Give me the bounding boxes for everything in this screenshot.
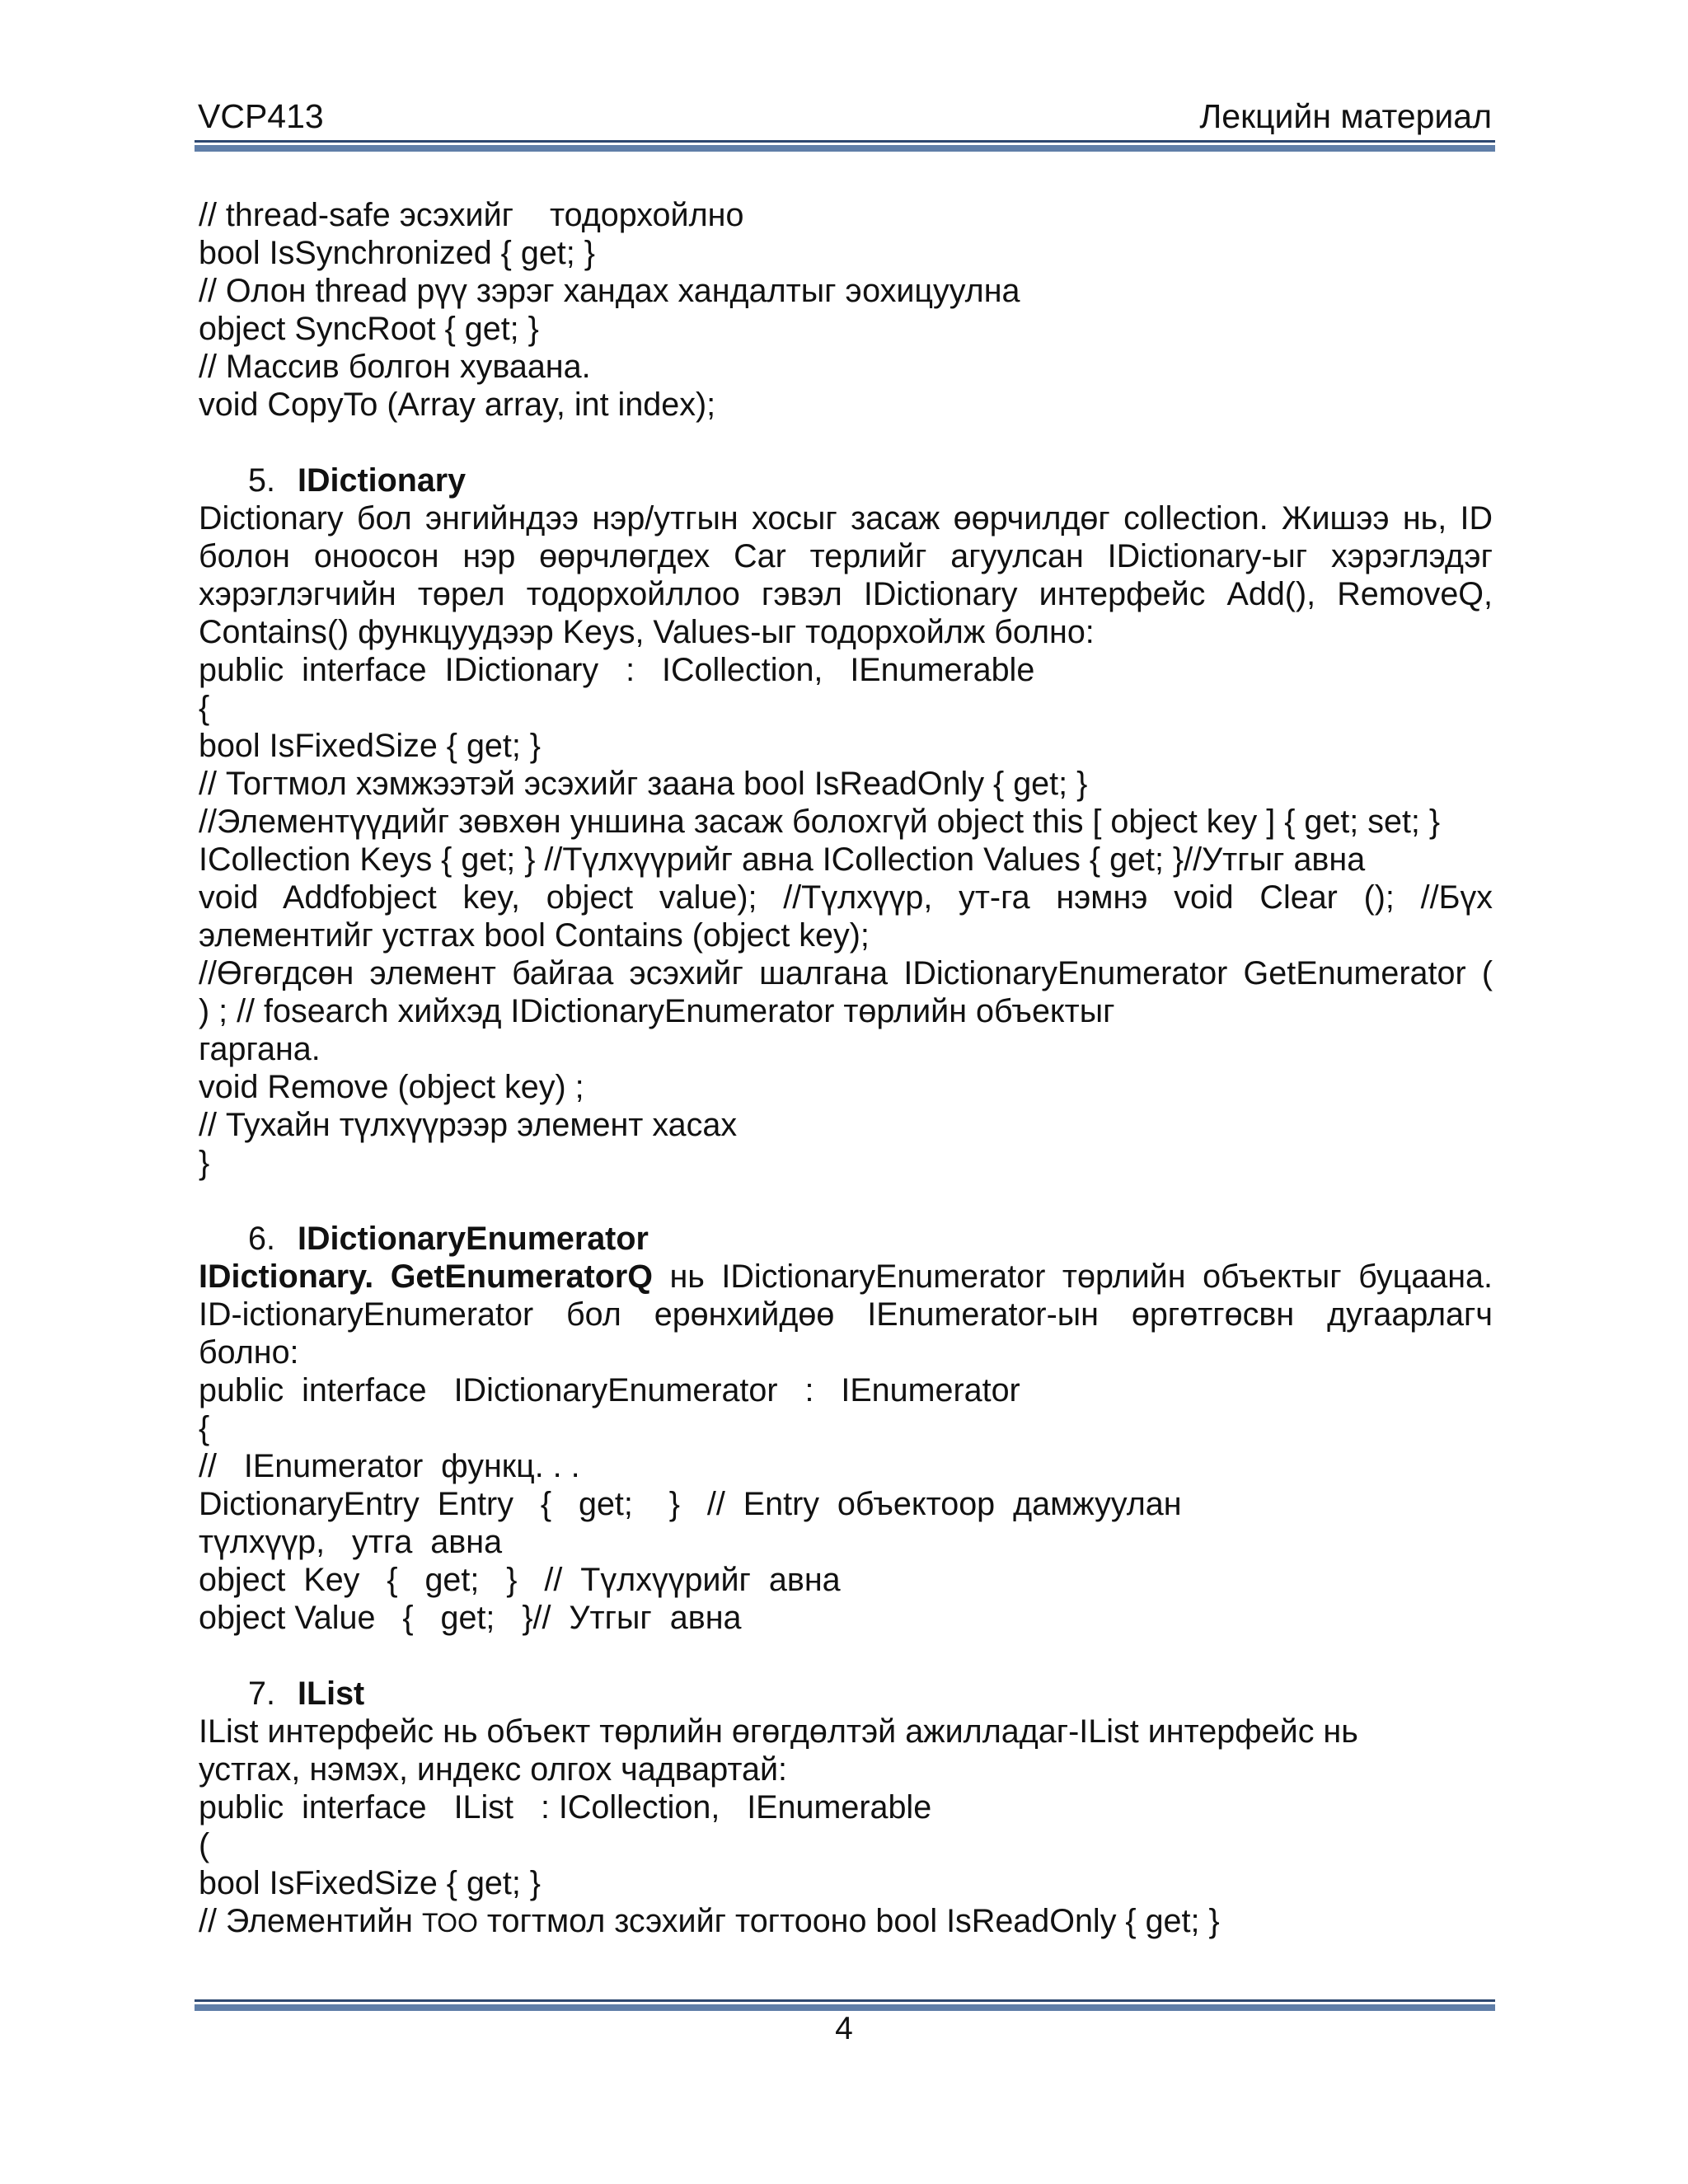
- code-line: // Олон thread рүү зэрэг хандах хандалтыг эохицуулна: [199, 273, 1020, 309]
- code-line: түлхүүр, утга авна: [199, 1524, 503, 1560]
- code-text: // Элементийн: [199, 1903, 422, 1939]
- code-line: object SyncRoot { get; }: [199, 311, 539, 347]
- footer-rule: [195, 1999, 1495, 2011]
- section-idictionaryenumerator: [199, 1220, 1493, 1637]
- code-line: void Remove (object key) ;: [199, 1069, 584, 1105]
- code-line: // Тухайн түлхүүрээр элемент хасах: [199, 1107, 738, 1143]
- code-line: //Элементүүдийг зөвхөн уншина засаж болохгүй object this [ object key ] { get; set; }: [199, 804, 1441, 840]
- code-line: object Key { get; } // Түлхүүрийг авна: [199, 1562, 841, 1598]
- code-line: bool IsSynchronized { get; }: [199, 235, 595, 271]
- code-text: тогтмол зсэхийг тогтооно bool IsReadOnly { get; }: [477, 1903, 1220, 1939]
- paragraph-line: IList интерфейс нь объект төрлийн өгөгдөлтэй ажилладаг-IList интерфейс нь: [199, 1713, 1358, 1750]
- code-line: void CopyTo (Array array, int index);: [199, 387, 716, 423]
- section-heading: [199, 1220, 1493, 1258]
- code-line: гаргана.: [199, 1031, 321, 1067]
- code-line: // Тогтмол хэмжээтэй эсэхийг заана bool IsReadOnly { get; }: [199, 766, 1088, 802]
- document-title: Лекцийн материал: [1199, 97, 1492, 135]
- section-title: IDictionaryEnumerator: [298, 1221, 649, 1257]
- paragraph-line: болно:: [199, 1334, 299, 1371]
- code-line: // thread-safe эсэхийг тодорхойлно: [199, 197, 744, 233]
- code-line: }: [199, 1145, 210, 1181]
- paragraph-line: болон оноосон нэр өөрчлөгдех Car терлийг агуулсан IDictionary-ыг хэрэглэдэг: [199, 538, 1493, 574]
- code-block-icollection: [199, 196, 1493, 424]
- code-line: public interface IDictionaryEnumerator : IEnumerator: [199, 1372, 1020, 1408]
- paragraph-text: нь IDictionaryEnumerator төрлийн объектыг буцаана.: [652, 1258, 1493, 1295]
- code-line: public interface IDictionary : ICollection, IEnumerable: [199, 652, 1035, 688]
- page-body: [199, 196, 1493, 1942]
- code-line: ICollection Keys { get; } //Түлхүүрийг авна ICollection Values { get; }//Утгыг авна: [199, 841, 1366, 878]
- code-line: object Value { get; }// Утгыг авна: [199, 1600, 742, 1636]
- paragraph-line: устгах, нэмэх, индекс олгох чадвартай:: [199, 1751, 788, 1788]
- header-rule: [195, 140, 1495, 152]
- code-line: ) ; // fosearch хийхэд IDictionaryEnumerator төрлийн объектыг: [199, 993, 1115, 1029]
- code-line: {: [199, 690, 210, 726]
- paragraph-line: хэрэглэгчийн төрел тодорхойллоо гэвэл IDictionary интерфейс Add(), RemoveQ,: [199, 576, 1493, 612]
- paragraph-line: Dictionary бол энгийндээ нэр/утгын хосыг засаж өөрчилдөг collection. Жишээ нь, ID: [199, 500, 1493, 537]
- section-number: 6.: [248, 1221, 275, 1257]
- section-heading: [199, 1675, 1493, 1713]
- page-number: 4: [835, 2011, 853, 2046]
- code-line: (: [199, 1827, 210, 1863]
- code-line: //Өгөгдсөн элемент байгаа эсэхийг шалгана IDictionaryEnumerator GetEnumerator (: [199, 955, 1493, 991]
- code-line: bool IsFixedSize { get; }: [199, 1865, 542, 1901]
- bold-term: IDictionary. GetEnumeratorQ: [199, 1258, 653, 1295]
- code-line: {: [199, 1410, 210, 1446]
- paragraph-line: Contains() функцуудээр Keys, Values-ыг тодорхойлж болно:: [199, 614, 1095, 650]
- section-title: IDictionary: [298, 462, 467, 499]
- code-line: void Addfobject key, object value); //Түлхүүр, ут-га нэмнэ void Clear (); //Бүх: [199, 879, 1493, 916]
- course-code: VCP413: [198, 97, 324, 135]
- code-line: [199, 1902, 1493, 1942]
- section-number: 5.: [248, 462, 275, 499]
- code-text-small: ТОО: [421, 1908, 478, 1938]
- code-line: // IEnumerator функц. . .: [199, 1448, 580, 1484]
- section-heading: [199, 462, 1493, 499]
- code-line: // Массив болгон хуваана.: [199, 349, 591, 385]
- code-line: элементийг устгах bool Contains (object key);: [199, 917, 870, 954]
- code-line: DictionaryEntry Entry { get; } // Entry объектоор дамжуулан: [199, 1486, 1182, 1522]
- code-line: public interface IList : ICollection, IEnumerable: [199, 1789, 932, 1825]
- code-line: bool IsFixedSize { get; }: [199, 728, 542, 764]
- section-number: 7.: [248, 1675, 275, 1712]
- section-ilist: [199, 1675, 1493, 1942]
- paragraph-line: [199, 1258, 1493, 1296]
- paragraph-line: ID-ictionaryEnumerator бол ерөнхийдөө IEnumerator-ын өргөтгөсвн дугаарлагч: [199, 1296, 1493, 1333]
- section-title: IList: [298, 1675, 365, 1712]
- page-header: [198, 97, 1492, 140]
- section-idictionary: [199, 462, 1493, 1182]
